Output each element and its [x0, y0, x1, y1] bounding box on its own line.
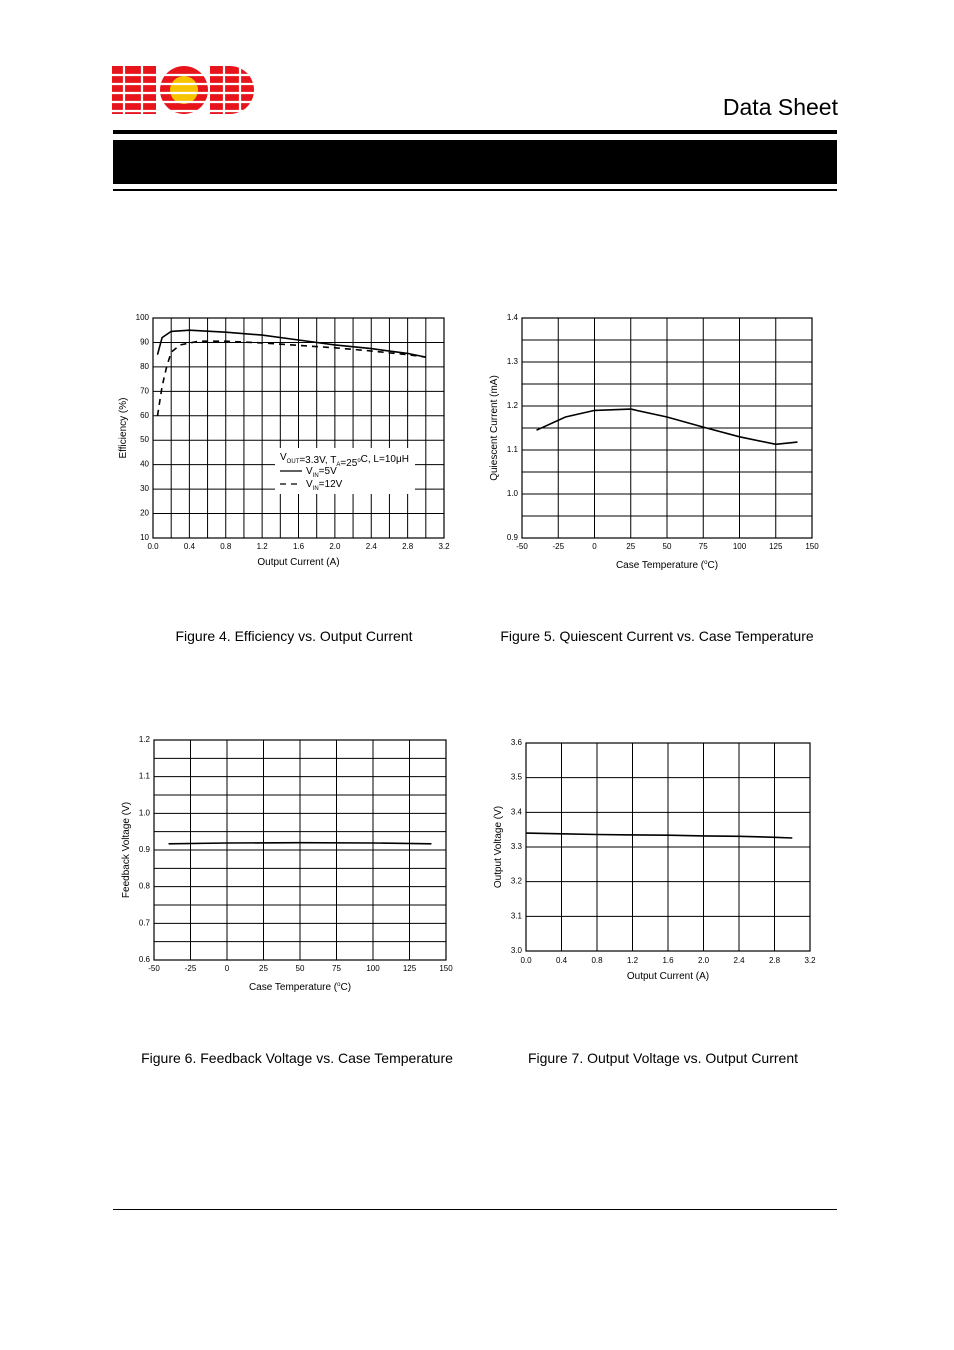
x-tick-label: 2.8 — [768, 956, 781, 965]
y-tick-label: 0.7 — [138, 918, 150, 928]
y-tick-label: 1.4 — [506, 313, 518, 322]
y-tick-label: 3.5 — [510, 772, 522, 782]
x-tick-label: -50 — [148, 964, 160, 973]
y-tick-label: 80 — [140, 361, 149, 371]
x-tick-label: 50 — [662, 542, 672, 551]
x-tick-label: 0.0 — [147, 542, 159, 551]
x-tick-label: -25 — [552, 542, 565, 551]
x-tick-label: 3.2 — [438, 542, 450, 551]
chart-1 — [118, 313, 450, 568]
x-tick-label: 2.0 — [329, 542, 341, 551]
y-tick-label: 1.2 — [506, 401, 518, 410]
x-tick-label: 1.6 — [662, 956, 674, 965]
x-tick-label: 0.4 — [183, 542, 195, 551]
x-axis-label: Output Current (A) — [257, 557, 340, 568]
y-tick-label: 10 — [140, 533, 149, 542]
legend-entry: $V_{IN}=5V$ — [306, 466, 337, 479]
y-tick-label: 1.3 — [506, 357, 518, 366]
x-tick-label: 0 — [224, 964, 230, 973]
y-tick-label: 3.3 — [510, 842, 522, 851]
y-tick-label: 3.1 — [510, 911, 522, 921]
x-tick-label: 2.0 — [697, 956, 710, 965]
x-tick-label: 2.4 — [733, 956, 745, 965]
y-tick-label: 0.9 — [506, 533, 518, 542]
x-axis-label: Output Current (A) — [626, 971, 710, 982]
y-tick-label: 70 — [140, 386, 149, 396]
footer-rule — [113, 1209, 837, 1210]
y-tick-label: 3.4 — [510, 807, 522, 817]
figure-6-caption: Figure 6. Feedback Voltage vs. Case Temperature — [141, 1050, 453, 1066]
chart-grid — [154, 740, 446, 960]
chart-legend — [275, 448, 415, 494]
y-tick-label: 60 — [140, 410, 149, 420]
y-tick-label: 1.0 — [506, 489, 518, 498]
figure-4-caption: Figure 4. Efficiency vs. Output Current — [175, 628, 413, 644]
y-axis-label: Output Voltage (V) — [493, 805, 504, 889]
x-tick-label: 0 — [592, 542, 597, 551]
x-tick-label: 2.8 — [402, 542, 414, 551]
chart-grid — [153, 318, 444, 538]
x-tick-label: -50 — [516, 542, 528, 551]
y-tick-label: 100 — [135, 313, 149, 322]
x-tick-label: 3.2 — [804, 956, 816, 965]
legend-entry: $V_{IN}=12V$ — [306, 479, 343, 492]
x-tick-label: 0.8 — [591, 956, 603, 965]
figure-5-caption: Figure 5. Quiescent Current vs. Case Temperature — [500, 628, 814, 644]
legend-title: $V_{OUT}=3.3V$, $T_A=25^oC$, L=10μH — [280, 452, 409, 469]
y-tick-label: 1.0 — [138, 808, 150, 818]
y-axis-label: Efficiency (%) — [118, 397, 129, 459]
x-tick-label: 125 — [769, 542, 783, 551]
series-line-1 — [526, 833, 792, 838]
figure-7-caption: Figure 7. Output Voltage vs. Output Current — [527, 1050, 799, 1066]
y-tick-label: 0.8 — [138, 881, 150, 891]
y-axis-label: Feedback Voltage (V) — [121, 801, 132, 899]
chart-3 — [121, 735, 453, 993]
x-tick-label: 1.2 — [256, 542, 268, 551]
x-tick-label: 25 — [626, 542, 636, 551]
x-tick-label: 150 — [805, 542, 819, 551]
x-axis-label: Case Temperature ($^o$C) — [248, 982, 352, 993]
chart-grid — [522, 318, 812, 538]
x-tick-label: 75 — [332, 964, 341, 973]
x-tick-label: 50 — [295, 964, 305, 973]
document-type-label: Data Sheet — [722, 94, 838, 120]
y-tick-label: 1.1 — [138, 771, 150, 781]
y-tick-label: 3.6 — [510, 738, 522, 747]
x-tick-label: 100 — [366, 964, 380, 973]
chart-grid — [526, 743, 810, 951]
y-tick-label: 1.1 — [506, 445, 518, 454]
y-tick-label: 40 — [140, 459, 149, 469]
series-line-2 — [158, 341, 426, 416]
y-tick-label: 90 — [140, 337, 149, 347]
y-axis-label: Quiescent Current (mA) — [489, 375, 500, 481]
y-tick-label: 20 — [140, 508, 149, 518]
x-tick-label: 1.6 — [292, 542, 305, 551]
y-tick-label: 1.2 — [138, 735, 150, 744]
x-tick-label: 0.4 — [555, 956, 568, 965]
x-tick-label: 100 — [732, 542, 747, 551]
x-tick-label: 1.2 — [626, 956, 639, 965]
y-tick-label: 0.9 — [138, 845, 150, 854]
y-tick-label: 0.6 — [138, 955, 150, 964]
x-tick-label: 25 — [259, 964, 268, 973]
y-tick-label: 50 — [140, 435, 149, 445]
x-axis-label: Case Temperature ($^o$C) — [615, 560, 719, 571]
y-tick-label: 30 — [140, 484, 149, 494]
x-tick-label: 2.4 — [365, 542, 377, 551]
series-line-1 — [158, 330, 426, 357]
chart-4 — [493, 738, 816, 982]
x-tick-label: 0.0 — [520, 956, 532, 965]
x-tick-label: -25 — [184, 964, 197, 973]
x-tick-label: 150 — [439, 964, 453, 973]
y-tick-label: 3.0 — [510, 946, 522, 955]
x-tick-label: 75 — [698, 542, 708, 551]
x-tick-label: 0.8 — [220, 542, 232, 551]
x-tick-label: 125 — [402, 964, 417, 973]
y-tick-label: 3.2 — [510, 876, 522, 886]
chart-2 — [489, 313, 819, 571]
